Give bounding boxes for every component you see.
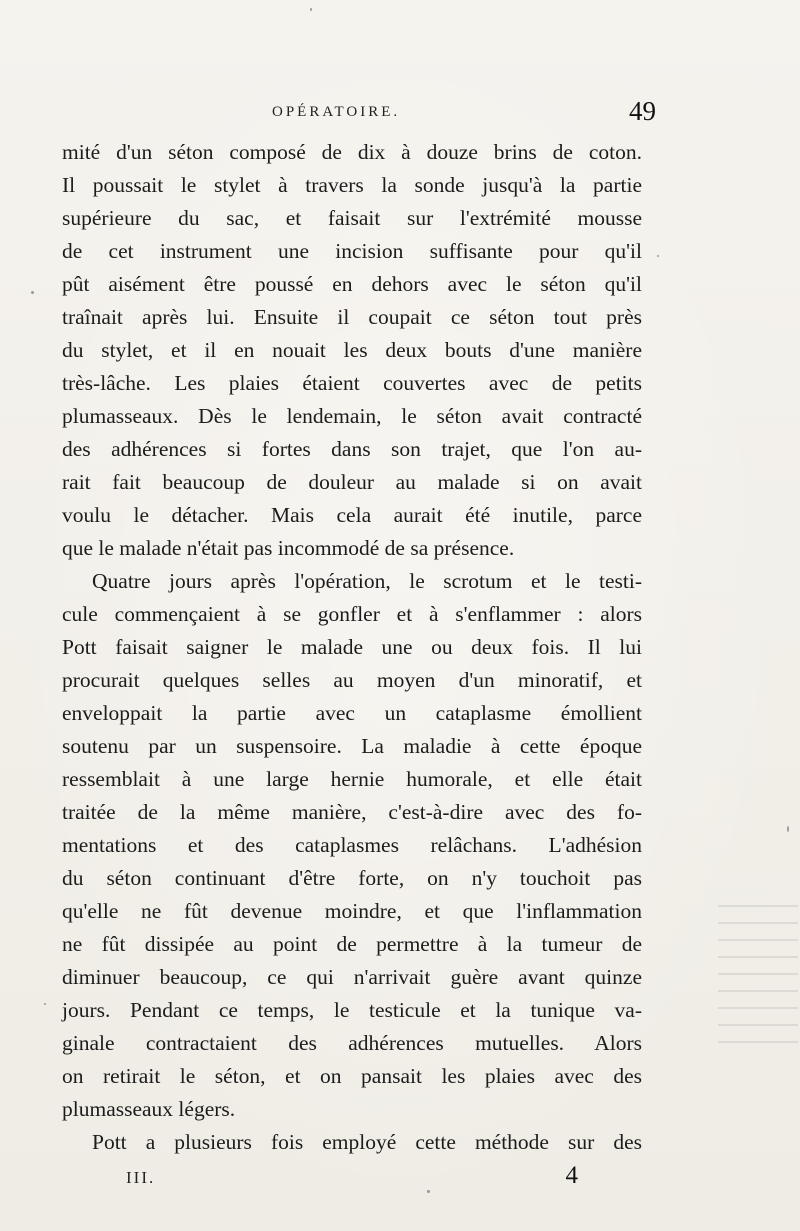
text-line: très-lâche. Les plaies étaient couvertes avec de petits	[62, 371, 642, 395]
signature-mark: III.	[126, 1168, 156, 1187]
paper-speck	[44, 1003, 46, 1005]
paper-speck	[427, 1190, 430, 1193]
text-line: plumasseaux légers.	[62, 1097, 236, 1121]
text-line: mité d'un séton composé de dix à douze brins de coton.	[62, 140, 642, 164]
gathering-number: 4	[565, 1162, 578, 1189]
bleed-through-text	[718, 905, 798, 1055]
text-line: diminuer beaucoup, ce qui n'arrivait guère avant quinze	[62, 965, 642, 989]
text-line: jours. Pendant ce temps, le testicule et la tunique va-	[62, 998, 642, 1022]
text-line: ressemblait à une large hernie humorale, et elle était	[62, 767, 642, 791]
text-line: rait fait beaucoup de douleur au malade si on avait	[62, 470, 642, 494]
text-line: mentations et des cataplasmes relâchans. L'adhésion	[62, 833, 642, 857]
text-line: traînait après lui. Ensuite il coupait ce séton tout près	[62, 305, 642, 329]
text-line: voulu le détacher. Mais cela aurait été inutile, parce	[62, 503, 642, 527]
paper-speck	[787, 826, 789, 832]
text-line: des adhérences si fortes dans son trajet, que l'on au-	[62, 437, 642, 461]
text-line: ginale contractaient des adhérences mutuelles. Alors	[62, 1031, 642, 1055]
page-number: 49	[629, 96, 656, 126]
text-line: du stylet, et il en nouait les deux bouts d'une manière	[62, 338, 642, 362]
paper-speck	[310, 8, 312, 11]
text-line: pût aisément être poussé en dehors avec le séton qu'il	[62, 272, 642, 296]
text-line: ne fût dissipée au point de permettre à la tumeur de	[62, 932, 642, 956]
text-line: enveloppait la partie avec un cataplasme émollient	[62, 701, 642, 725]
text-line: du séton continuant d'être forte, on n'y touchoit pas	[62, 866, 642, 890]
text-line: cule commençaient à se gonfler et à s'enflammer : alors	[62, 602, 642, 626]
text-line: Quatre jours après l'opération, le scrotum et le testi-	[92, 569, 642, 593]
paper-speck	[31, 291, 34, 294]
text-line: qu'elle ne fût devenue moindre, et que l'inflammation	[62, 899, 642, 923]
page-footer	[126, 1162, 586, 1202]
running-title: OPÉRATOIRE.	[272, 104, 401, 120]
body-text	[62, 136, 642, 1159]
text-line: Il poussait le stylet à travers la sonde jusqu'à la partie	[62, 173, 642, 197]
text-line: soutenu par un suspensoire. La maladie à cette époque	[62, 734, 642, 758]
running-head	[62, 96, 656, 136]
text-line: traitée de la même manière, c'est-à-dire avec des fo-	[62, 800, 642, 824]
text-line: plumasseaux. Dès le lendemain, le séton avait contracté	[62, 404, 642, 428]
text-line: de cet instrument une incision suffisante pour qu'il	[62, 239, 642, 263]
text-line: que le malade n'était pas incommodé de sa présence.	[62, 536, 515, 560]
paper-speck	[657, 255, 659, 257]
text-line: procurait quelques selles au moyen d'un minoratif, et	[62, 668, 642, 692]
text-line: Pott a plusieurs fois employé cette méthode sur des	[92, 1130, 642, 1154]
text-line: on retirait le séton, et on pansait les plaies avec des	[62, 1064, 642, 1088]
text-line: supérieure du sac, et faisait sur l'extrémité mousse	[62, 206, 642, 230]
text-line: Pott faisait saigner le malade une ou deux fois. Il lui	[62, 635, 642, 659]
